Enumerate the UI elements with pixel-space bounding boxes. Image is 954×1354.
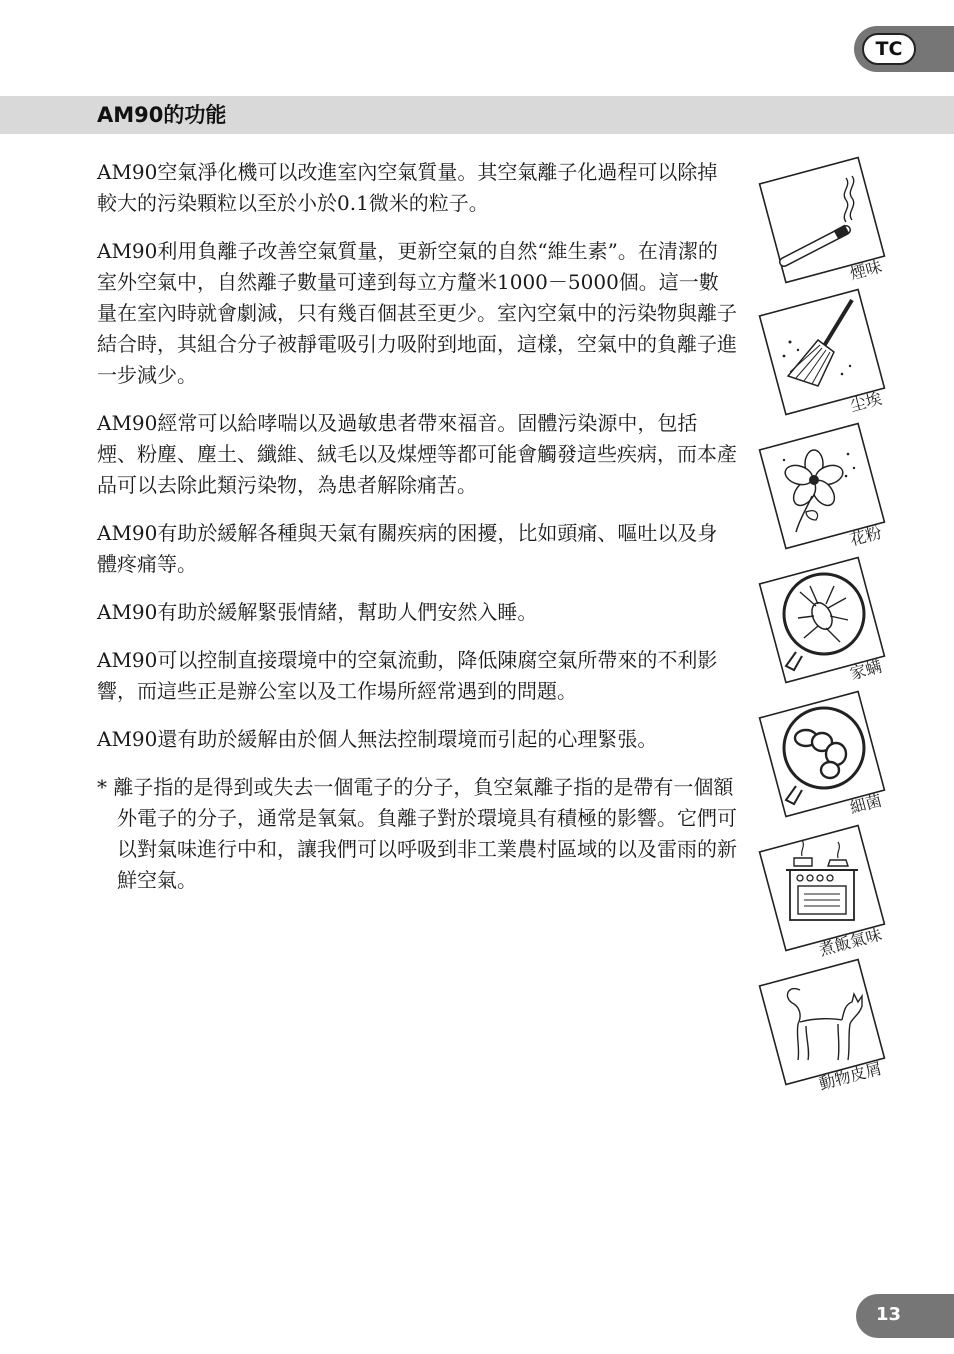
pollutant-cooking xyxy=(760,826,884,960)
paragraph: AM90可以控制直接環境中的空氣流動，降低陳腐空氣所帶來的不利影響，而這些正是辦公室以及工作場所經常遇到的問題。 xyxy=(97,648,718,703)
section-title-bar xyxy=(0,96,954,134)
icon-label: 動物皮屑 xyxy=(816,1058,884,1094)
icon-label: 花粉 xyxy=(847,522,884,550)
icon-label: 細菌 xyxy=(847,790,884,818)
section-title: AM90的功能 xyxy=(97,103,227,127)
pollutant-pet-dander xyxy=(760,960,884,1094)
paragraph: AM90還有助於緩解由於個人無法控制環境而引起的心理緊張。 xyxy=(97,727,658,751)
paragraph: AM90經常可以給哮喘以及過敏患者帶來福音。固體污染源中，包括煙、粉塵、塵土、纖維、絨毛以及煤煙等都可能會觸發這些疾病，而本產品可以去除此類污染物，為患者解除痛苦。 xyxy=(97,411,737,497)
icon-label: 煮飯氣味 xyxy=(816,924,884,960)
page-number: 13 xyxy=(876,1304,902,1325)
icon-label: 煙味 xyxy=(847,256,884,284)
pollutant-pollen xyxy=(760,424,884,548)
icon-label: 尘埃 xyxy=(847,388,884,416)
footnote: * 離子指的是得到或失去一個電子的分子，負空氣離子指的是帶有一個額外電子的分子，通常是氧氣。負離子對於環境具有積極的影響。它們可以對氣味進行中和，讓我們可以呼吸到非工業農村區域的以及雷雨的新鮮空氣。 xyxy=(97,775,737,892)
icon-label: 家螨 xyxy=(847,656,884,684)
paragraph: AM90有助於緩解各種與天氣有關疾病的困擾，比如頭痛、嘔吐以及身體疼痛等。 xyxy=(97,521,718,576)
body-text xyxy=(97,157,737,913)
paragraph: AM90有助於緩解緊張情緒，幫助人們安然入睡。 xyxy=(97,600,538,624)
paragraph: AM90利用負離子改善空氣質量，更新空氣的自然“維生素”。在清潔的室外空氣中，自然離子數量可達到每立方釐米1000－5000個。這一數量在室內時就會劇減，只有幾百個甚至更少。室內空氣中的污染物與離子結合時，其組合分子被靜電吸引力吸附到地面，這樣，空氣中的負離子進一步減少。 xyxy=(97,239,737,387)
language-label: TC xyxy=(862,33,916,65)
pollutant-bacteria xyxy=(760,692,884,816)
pollutant-smoke xyxy=(760,158,884,282)
paragraph: AM90空氣淨化機可以改進室內空氣質量。其空氣離子化過程可以除掉較大的污染顆粒以至於小於0.1微米的粒子。 xyxy=(97,160,718,215)
language-tab xyxy=(854,26,954,72)
pollutant-mites xyxy=(760,558,884,682)
pollutant-dust xyxy=(760,290,884,414)
page-number-tab xyxy=(856,1294,954,1338)
